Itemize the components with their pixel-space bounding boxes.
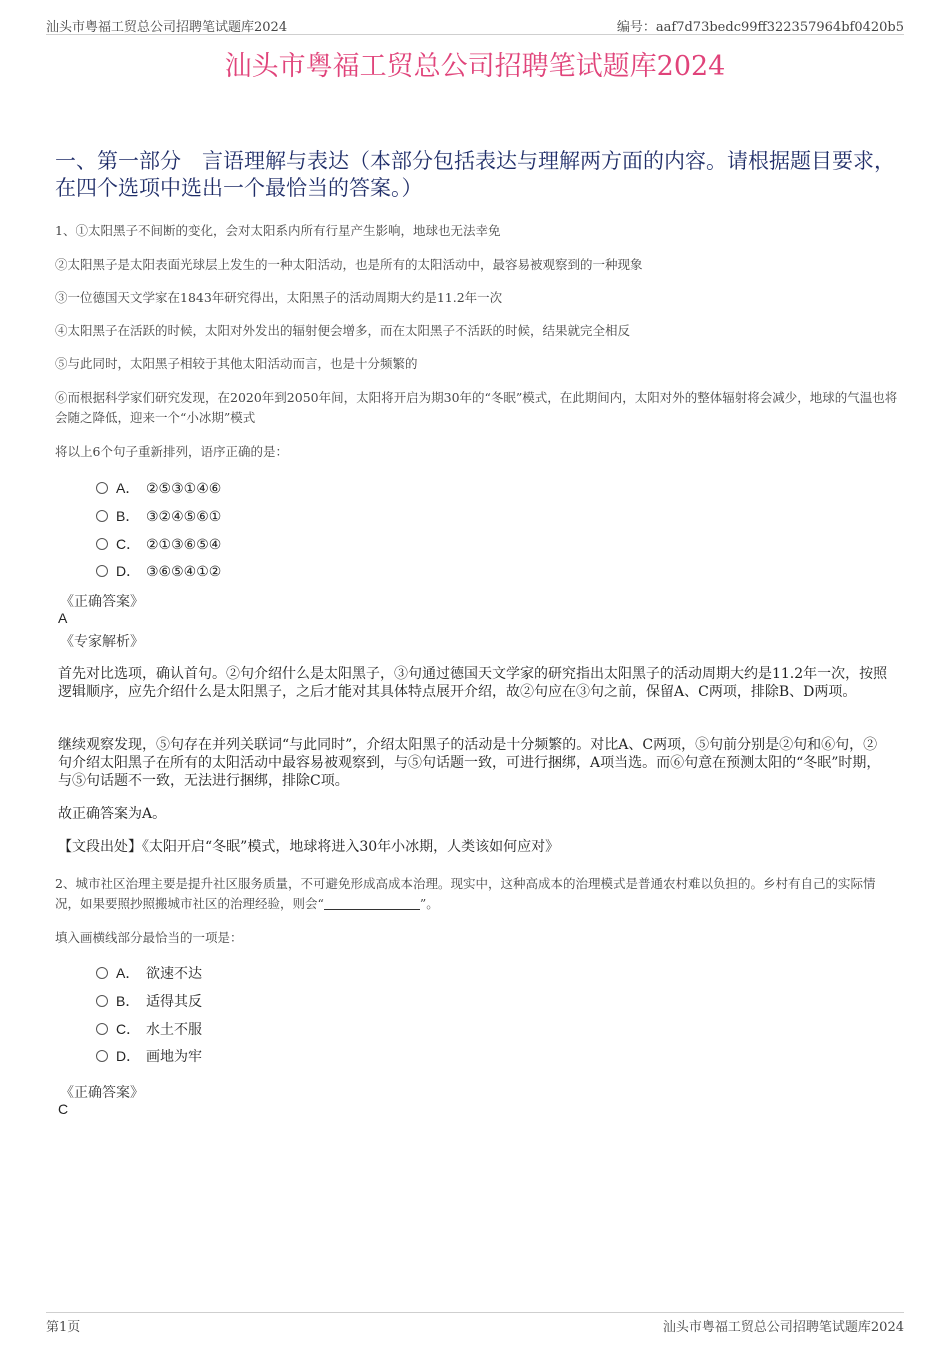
radio-icon[interactable] [96,1023,108,1035]
q2-option-d[interactable] [96,1046,202,1066]
option-key: B． [116,993,140,1009]
option-text: ②⑤③①④⑥ [146,481,222,497]
option-text: ③⑥⑤④①② [146,564,222,580]
q1-sentence-4: ④太阳黑子在活跃的时候，太阳对外发出的辐射便会增多，而在太阳黑子不活跃的时候，结果就完全相反 [55,323,631,338]
q1-sentence-3: ③一位德国天文学家在1843年研究得出，太阳黑子的活动周期大约是11.2年一次 [55,290,503,305]
q1-sentence-5: ⑤与此同时，太阳黑子相较于其他太阳活动而言，也是十分频繁的 [55,356,418,371]
option-text: 欲速不达 [146,966,202,982]
option-text: 适得其反 [146,994,202,1010]
q1-option-d[interactable] [96,561,221,581]
page-header [46,14,904,35]
header-doc-id: 编号：aaf7d73bedc99ff322357964bf0420b5 [616,20,904,35]
section-heading: 一、第一部分 言语理解与表达（本部分包括表达与理解两方面的内容。请根据题目要求，在四个选项中选出一个最恰当的答案。） [55,149,895,200]
q1-option-a[interactable] [96,478,221,498]
option-key: A． [116,480,140,496]
q2-answer: C [58,1101,69,1117]
option-text: 水土不服 [146,1022,202,1038]
q2-stem-end: ”。 [419,896,439,911]
q1-answer-label: 《正确答案》 [60,594,144,610]
q1-option-c[interactable] [96,534,221,554]
radio-icon[interactable] [96,565,108,577]
q2-answer-label: 《正确答案》 [60,1085,144,1101]
option-key: C． [116,536,141,552]
q1-analysis-label: 《专家解析》 [60,634,144,650]
q1-sentence-1: 1、①太阳黑子不间断的变化，会对太阳系内所有行星产生影响，地球也无法幸免 [55,223,501,238]
radio-icon[interactable] [96,510,108,522]
option-key: A． [116,965,140,981]
q2-option-c[interactable] [96,1019,202,1039]
page-title: 汕头市粤福工贸总公司招聘笔试题库2024 [224,51,726,82]
option-text: ③②④⑤⑥① [146,509,222,525]
q1-analysis-paragraph-3: 故正确答案为A。 [58,806,167,822]
option-text: ②①③⑥⑤④ [146,537,222,553]
q2-stem-text: 2、城市社区治理主要是提升社区服务质量，不可避免形成高成本治理。现实中，这种高成本的治理模式是普通农村难以负担的。乡村有自己的实际情况，如果要照抄照搬城市社区的治理经验，则会“ [55,876,876,911]
q1-source: 【文段出处】《太阳开启“冬眠”模式，地球将进入30年小冰期，人类该如何应对》 [58,839,560,855]
q2-prompt: 填入画横线部分最恰当的一项是： [55,930,243,945]
radio-icon[interactable] [96,1050,108,1062]
option-key: B． [116,508,140,524]
q1-option-b[interactable] [96,506,221,526]
radio-icon[interactable] [96,995,108,1007]
option-key: D． [116,563,141,579]
q1-sentence-6: ⑥而根据科学家们研究发现，在2020年到2050年间，太阳将开启为期30年的“冬眠”模式，在此期间内，太阳对外的整体辐射将会减少，地球的气温也将会随之降低，迎来一个“小冰期”模式 [55,390,898,425]
q1-sentence-2: ②太阳黑子是太阳表面光球层上发生的一种太阳活动，也是所有的太阳活动中，最容易被观察到的一种现象 [55,257,643,272]
footer-doc-title: 汕头市粤福工贸总公司招聘笔试题库2024 [662,1320,904,1335]
radio-icon[interactable] [96,967,108,979]
q1-analysis-paragraph-2: 继续观察发现，⑤句存在并列关联词“与此同时”，介绍太阳黑子的活动是十分频繁的。对比A、C两项，⑤句前分别是②句和⑥句，②句介绍太阳黑子在所有的太阳活动中最容易被观察到，与⑤句话题一致，可进行捆绑，A项当选。而⑥句意在预测太阳的“冬眠”时期，与⑤句话题不一致，无法进行捆绑，排除C项。 [58,737,881,789]
radio-icon[interactable] [96,482,108,494]
option-key: D． [116,1048,141,1064]
q2-blank [324,897,420,910]
page-number: 第1页 [46,1320,81,1335]
q2-option-b[interactable] [96,991,202,1011]
header-doc-title: 汕头市粤福工贸总公司招聘笔试题库2024 [46,20,288,35]
q1-prompt: 将以上6个句子重新排列，语序正确的是： [55,444,288,459]
radio-icon[interactable] [96,538,108,550]
option-key: C． [116,1021,141,1037]
q2-stem [55,874,900,914]
page-footer [46,1312,904,1335]
q1-analysis-paragraph-1: 首先对比选项，确认首句。②句介绍什么是太阳黑子，③句通过德国天文学家的研究指出太阳黑子的活动周期大约是11.2年一次，按照逻辑顺序，应先介绍什么是太阳黑子，之后才能对其具体特点展开介绍，故②句应在③句之前，保留A、C两项，排除B、D两项。 [58,666,888,700]
q1-answer: A [58,610,68,626]
q2-option-a[interactable] [96,963,202,983]
option-text: 画地为牢 [146,1049,202,1065]
